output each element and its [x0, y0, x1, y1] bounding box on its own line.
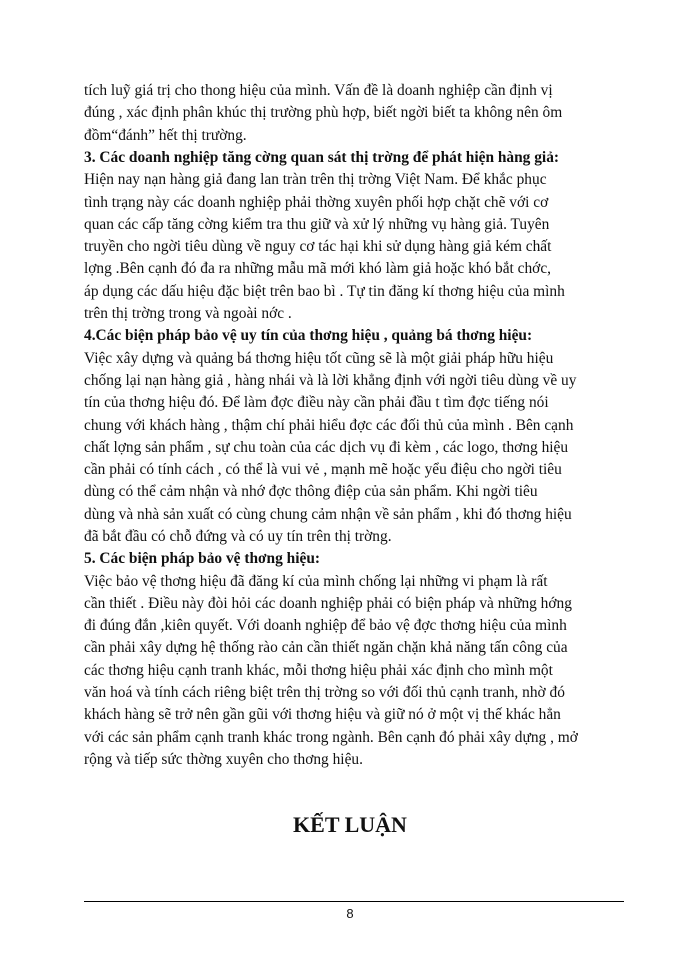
paragraph-line: khách hàng sẽ trở nên gần gũi với thơng hiệu và giữ nó ở một vị thế khác hẳn	[84, 706, 561, 723]
paragraph-line: Việc bảo vệ thơng hiệu đã đăng kí của mình chống lại những vi phạm là rất	[84, 573, 548, 590]
paragraph-line: đúng , xác định phân khúc thị trường phù hợp, biết ngời biết ta không nên ôm	[84, 104, 563, 121]
paragraph-line: các thơng hiệu cạnh tranh khác, mỗi thơng hiệu phải xác định cho mình một	[84, 662, 553, 679]
paragraph-line: với các sản phẩm cạnh tranh khác trong ngành. Bên cạnh đó phải xây dựng , mở	[84, 729, 578, 746]
paragraph-line: cần thiết . Điều này đòi hỏi các doanh nghiệp phải có biện pháp và những hớng	[84, 595, 572, 612]
paragraph-line: chung với khách hàng , thậm chí phải hiểu đợc các đối thủ của mình . Bên cạnh	[84, 417, 574, 434]
paragraph-line: dùng và nhà sản xuất có cùng chung cảm nhận về sản phẩm , khi đó thơng hiệu	[84, 506, 572, 523]
section-heading: 3. Các doanh nghiệp tăng cờng quan sát thị trờng để phát hiện hàng giả:	[84, 149, 560, 166]
paragraph-line: tín của thơng hiệu đó. Để làm đợc điều này cần phải đầu t tìm đợc tiếng nói	[84, 394, 549, 411]
section-heading: 4.Các biện pháp bảo vệ uy tín của thơng hiệu , quảng bá thơng hiệu:	[84, 327, 533, 344]
paragraph-line: chất lợng sản phẩm , sự chu toàn của các dịch vụ đi kèm , các logo, thơng hiệu	[84, 439, 569, 456]
paragraph-line: Việc xây dựng và quảng bá thơng hiệu tốt cũng sẽ là một giải pháp hữu hiệu	[84, 350, 554, 367]
page-number: 8	[346, 906, 354, 921]
paragraph-line: đã bắt đầu có chỗ đứng và có uy tín trên thị trờng.	[84, 528, 392, 545]
paragraph-line: dùng có thể cảm nhận và nhớ đợc thông điệp của sản phẩm. Khi ngời tiêu	[84, 483, 538, 500]
footer-rule	[84, 901, 624, 902]
section-heading: 5. Các biện pháp bảo vệ thơng hiệu:	[84, 550, 321, 567]
paragraph-line: đồm“đánh” hết thị trường.	[84, 127, 247, 144]
paragraph-line: rộng và tiếp sức thờng xuyên cho thơng hiệu.	[84, 751, 363, 768]
paragraph-line: áp dụng các dấu hiệu đặc biệt trên bao bì . Tự tin đăng kí thơng hiệu của mình	[84, 283, 565, 300]
paragraph-line: đi đúng đắn ,kiên quyết. Với doanh nghiệp để bảo vệ đợc thơng hiệu của mình	[84, 617, 567, 634]
paragraph-line: lợng .Bên cạnh đó đa ra những mẫu mã mới khó làm giả hoặc khó bắt chớc,	[84, 260, 551, 277]
conclusion-heading: KẾT LUẬN	[293, 812, 407, 837]
paragraph-line: tích luỹ giá trị cho thong hiệu của mình. Vấn đề là doanh nghiệp cần định vị	[84, 82, 553, 99]
paragraph-line: chống lại nạn hàng giả , hàng nhái và là lời khẳng định với ngời tiêu dùng về uy	[84, 372, 577, 389]
paragraph-line: cần phải xây dựng hệ thống rào cản cần thiết ngăn chặn khả năng tấn công của	[84, 639, 568, 656]
paragraph-line: tình trạng này các doanh nghiệp phải thờng xuyên phối hợp chặt chẽ với cơ	[84, 194, 549, 211]
paragraph-line: cần phải có tính cách , có thể là vui vẻ , mạnh mẽ hoặc yểu điệu cho ngời tiêu	[84, 461, 562, 478]
paragraph-line: Hiện nay nạn hàng giả đang lan tràn trên thị trờng Việt Nam. Để khắc phục	[84, 171, 547, 188]
paragraph-line: văn hoá và tính cách riêng biệt trên thị trờng so với đối thủ cạnh tranh, nhờ đó	[84, 684, 565, 701]
paragraph-line: quan các cấp tăng cờng kiểm tra thu giữ và xử lý những vụ hàng giả. Tuyên	[84, 216, 550, 233]
paragraph-line: truyền cho ngời tiêu dùng về nguy cơ tác hại khi sử dụng hàng giả kém chất	[84, 238, 552, 255]
paragraph-line: trên thị trờng trong và ngoài nớc .	[84, 305, 292, 322]
